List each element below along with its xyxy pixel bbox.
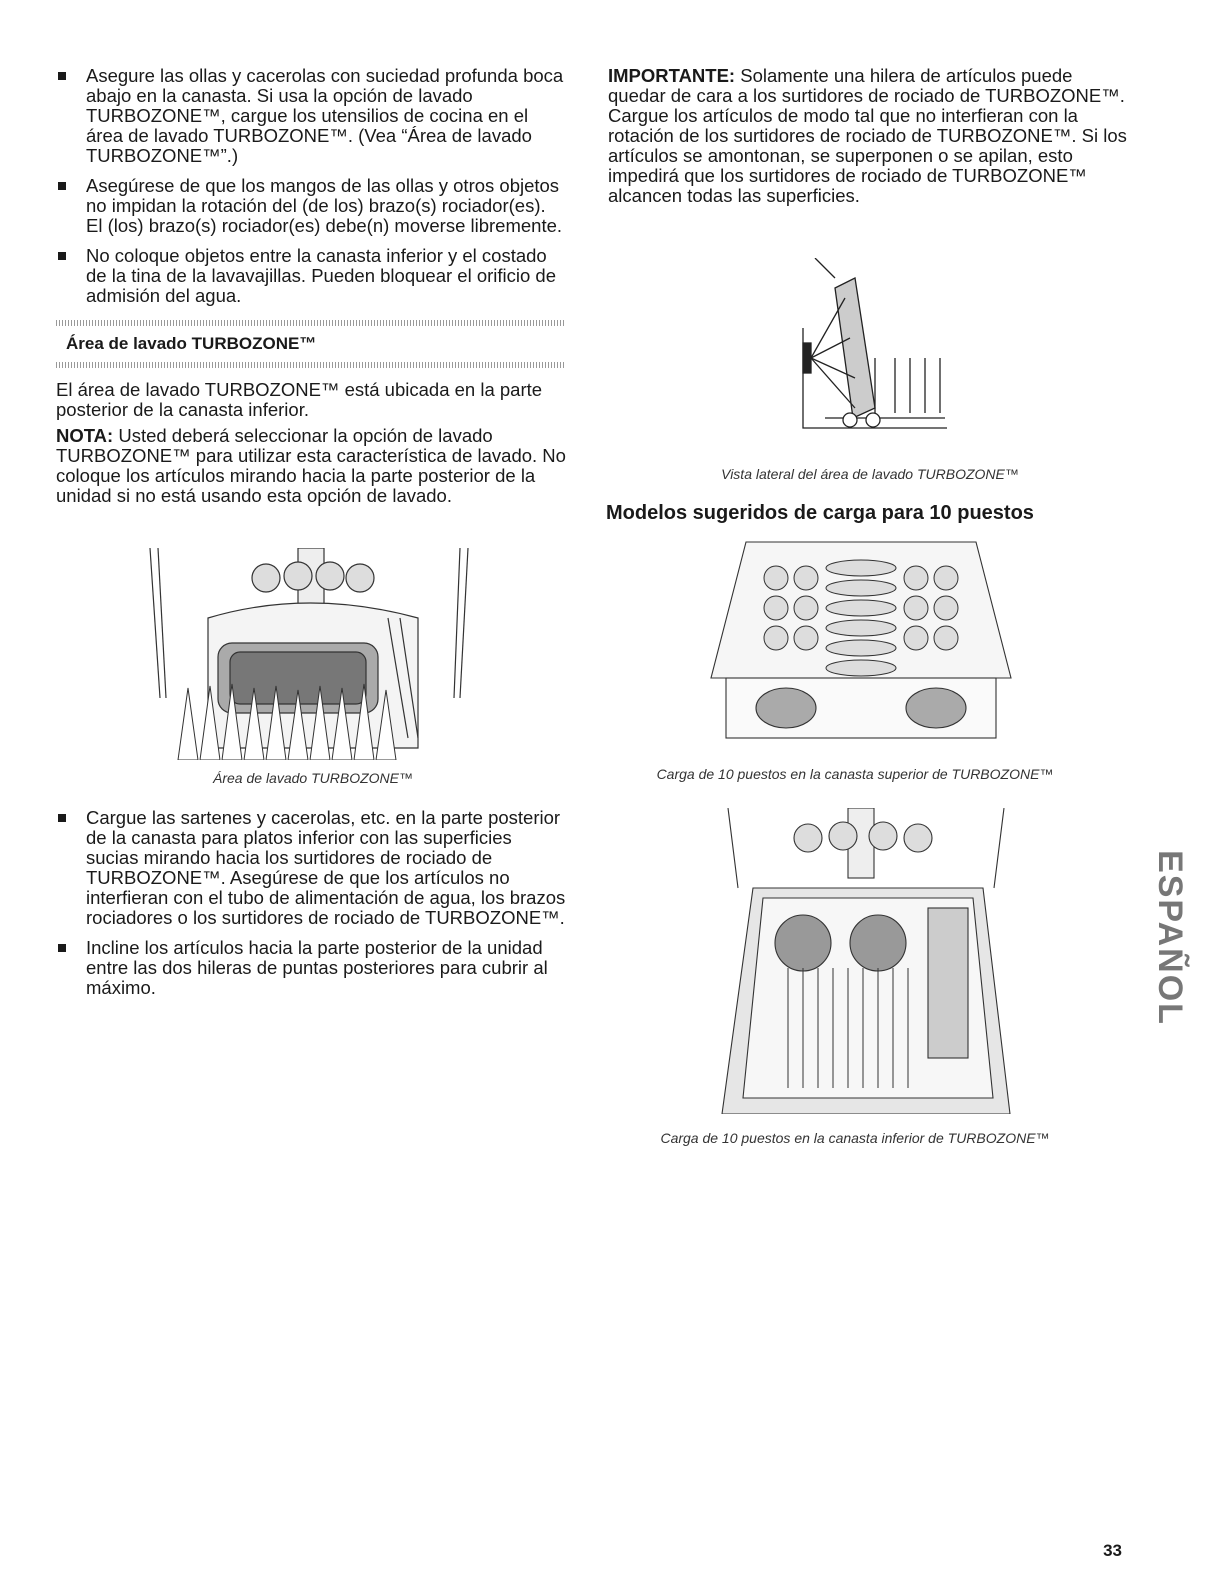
side-view-figure — [795, 258, 950, 438]
left-column-bottom — [56, 808, 566, 1008]
intro-paragraph: El área de lavado TURBOZONE™ está ubicada en la parte posterior de la canasta inferior. — [56, 379, 543, 420]
lower-rack-figure — [718, 808, 1014, 1114]
page-number: 33 — [1103, 1541, 1122, 1560]
side-view-caption: Vista lateral del área de lavado TURBOZONE™ — [721, 466, 1019, 482]
left-column — [56, 66, 566, 506]
bullet-list-top — [56, 66, 566, 306]
right-column — [608, 66, 1128, 206]
turbozone-area-illustration — [148, 548, 478, 760]
section-divider-bottom — [56, 362, 566, 368]
note-paragraph — [56, 426, 566, 506]
section-divider-top — [56, 320, 566, 326]
note-label: NOTA: — [56, 425, 114, 446]
bullet-list-bottom — [56, 808, 566, 998]
list-item: No coloque objetos entre la canasta inferior y el costado de la tina de la lavavajillas. Pueden bloquear el orificio de admisión del agua. — [56, 246, 566, 306]
important-paragraph — [608, 66, 1128, 206]
upper-rack-figure — [706, 538, 1016, 750]
note-text: Usted deberá seleccionar la opción de lavado TURBOZONE™ para utilizar esta característica de lavado. No coloque los artículos mirando hacia la parte posterior de la unidad si no está usando esta opción de lavado. — [56, 425, 566, 506]
upper-rack-caption: Carga de 10 puestos en la canasta superior de TURBOZONE™ — [656, 766, 1054, 782]
list-item: Incline los artículos hacia la parte posterior de la unidad entre las dos hileras de puntas posteriores para cubrir al máximo. — [56, 938, 566, 998]
important-label: IMPORTANTE: — [608, 65, 736, 86]
lower-rack-illustration — [718, 808, 1014, 1114]
suggested-load-heading: Modelos sugeridos de carga para 10 puestos — [606, 502, 1034, 524]
side-view-illustration — [795, 258, 950, 438]
language-side-tab — [1152, 818, 1188, 1058]
upper-rack-illustration — [706, 538, 1016, 750]
list-item: Cargue las sartenes y cacerolas, etc. en la parte posterior de la canasta para platos inferior con las superficies sucias mirando hacia los surtidores de rociado de TURBOZONE™. Asegúrese de que los artículos no interfieran con el tubo de alimentación de agua, los brazos rociadores o los surtidores de rociado de TURBOZONE™. — [56, 808, 566, 928]
list-item: Asegúrese de que los mangos de las ollas y otros objetos no impidan la rotación del (de los) brazo(s) rociador(es). El (los) brazo(s) rociador(es) debe(n) moverse libremente. — [56, 176, 566, 236]
lower-rack-caption: Carga de 10 puestos en la canasta inferior de TURBOZONE™ — [660, 1130, 1050, 1146]
language-side-tab-label: ESPAÑOL — [1151, 850, 1189, 1026]
important-text: Solamente una hilera de artículos puede quedar de cara a los surtidores de rociado de TURBOZONE™. Cargue los artículos de modo tal que no interfieran con la rotación de los surtidores de rociado de TURBOZONE™. Si los artículos se amontonan, se superponen o se apilan, esto impedirá que los surtidores de rociado de TURBOZONE™ alcancen todas las superficies. — [608, 65, 1127, 206]
turbozone-area-caption: Área de lavado TURBOZONE™ — [213, 770, 413, 786]
section-title: Área de lavado TURBOZONE™ — [66, 334, 317, 353]
list-item: Asegure las ollas y cacerolas con suciedad profunda boca abajo en la canasta. Si usa la opción de lavado TURBOZONE™, cargue los utensilios de cocina en el área de lavado TURBOZONE™. (Vea “Área de lavado TURBOZONE™”.) — [56, 66, 566, 166]
turbozone-area-figure — [148, 548, 478, 760]
